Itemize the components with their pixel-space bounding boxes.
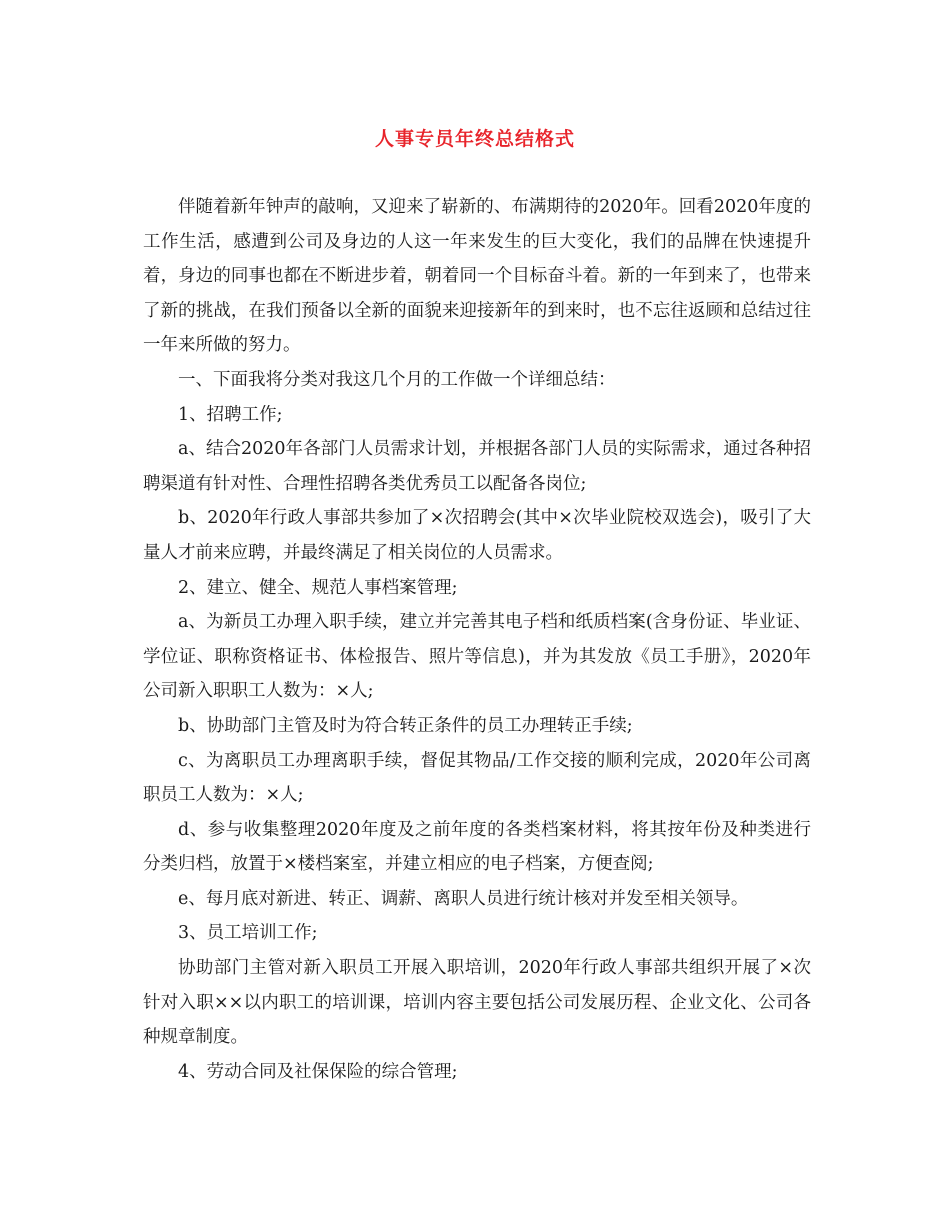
list-item: b、2020年行政人事部共参加了×次招聘会(其中×次毕业院校双选会)，吸引了大量人才前来应聘，并最终满足了相关岗位的人员需求。	[143, 508, 811, 563]
list-item: a、为新员工办理入职手续，建立并完善其电子档和纸质档案(含身份证、毕业证、学位证、职称资格证书、体检报告、照片等信息)，并为其发放《员工手册》，2020年公司新入职职工人数为：×人;	[143, 612, 811, 702]
section-heading: 一、下面我将分类对我这几个月的工作做一个详细总结：	[178, 369, 616, 390]
intro-paragraph: 伴随着新年钟声的敲响，又迎来了崭新的、布满期待的2020年。回看2020年度的工作生活，感遭到公司及身边的人这一年来发生的巨大变化，我们的品牌在快速提升着，身边的同事也都在不断进步着，朝着同一个目标奋斗着。新的一年到来了，也带来了新的挑战，在我们预备以全新的面貌来迎接新年的到来时，也不忘往返顾和总结过往一年来所做的努力。	[143, 197, 811, 356]
list-item: a、结合2020年各部门人员需求计划，并根据各部门人员的实际需求，通过各种招聘渠道有针对性、合理性招聘各类优秀员工以配备各岗位;	[143, 439, 811, 494]
item-heading-recruitment: 1、招聘工作;	[178, 404, 283, 425]
item-heading-archives: 2、建立、健全、规范人事档案管理;	[178, 577, 458, 598]
list-item: c、为离职员工办理离职手续，督促其物品/工作交接的顺利完成，2020年公司离职员工人数为：×人;	[143, 750, 811, 806]
list-item: b、协助部门主管及时为符合转正条件的员工办理转正手续;	[178, 715, 633, 736]
item-heading-contracts: 4、劳动合同及社保保险的综合管理;	[178, 1061, 458, 1082]
document-body	[143, 190, 811, 1089]
list-item: e、每月底对新进、转正、调薪、离职人员进行统计核对并发至相关领导。	[178, 888, 749, 909]
training-paragraph: 协助部门主管对新入职员工开展入职培训，2020年行政人事部共组织开展了×次针对入职××以内职工的培训课，培训内容主要包括公司发展历程、企业文化、公司各种规章制度。	[143, 958, 811, 1048]
page-title: 人事专员年终总结格式	[374, 128, 575, 150]
item-heading-training: 3、员工培训工作;	[178, 923, 318, 944]
list-item: d、参与收集整理2020年度及之前年度的各类档案材料，将其按年份及种类进行分类归档，放置于×楼档案室，并建立相应的电子档案，方便查阅;	[143, 819, 811, 875]
